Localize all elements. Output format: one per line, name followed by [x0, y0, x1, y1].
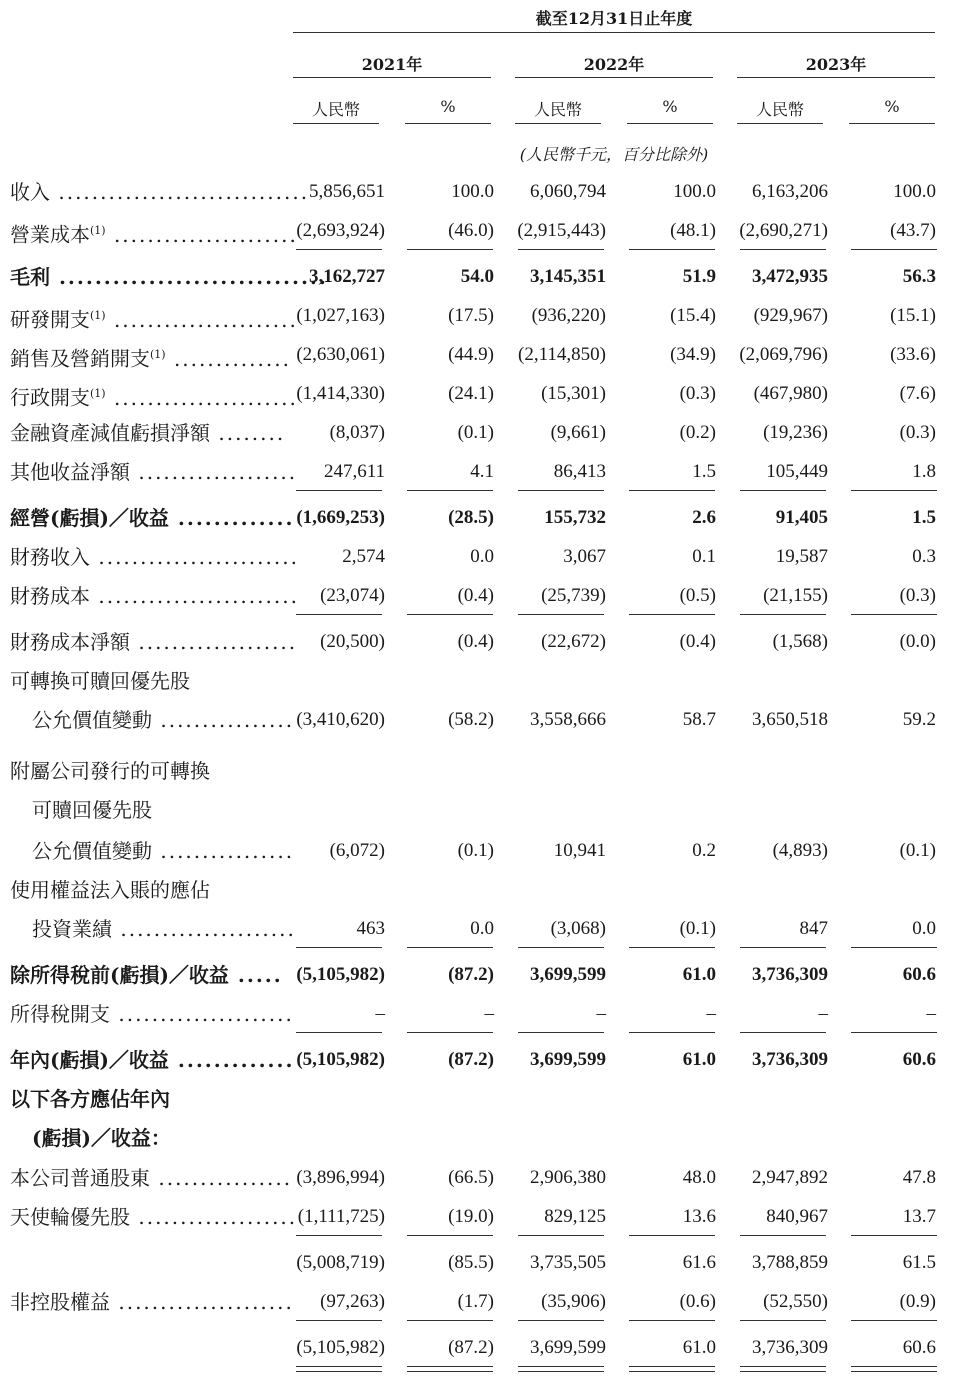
percent-cell: (0.6) — [679, 1291, 716, 1312]
percent-cell: 0.0 — [470, 918, 494, 939]
amount-cell: (35,906) — [541, 1291, 606, 1312]
row-label-text: 銷售及營銷開支 — [10, 346, 150, 371]
percent-cell: (0.1) — [899, 840, 936, 861]
amount-cell: 3,699,599 — [530, 964, 606, 985]
percent-cell: (0.1) — [679, 918, 716, 939]
subtotal-rule — [740, 1235, 826, 1236]
sub-rule-5 — [737, 123, 823, 124]
percent-cell: 60.6 — [902, 1337, 936, 1358]
amount-cell: (2,630,061) — [296, 344, 385, 365]
amount-cell: (15,301) — [541, 383, 606, 404]
amount-cell: 847 — [799, 918, 828, 939]
amount-cell: 2,574 — [342, 546, 385, 567]
leader-dots: ................... — [130, 630, 298, 654]
percent-cell: 0.0 — [912, 918, 936, 939]
footnote-marker: (1) — [90, 224, 106, 237]
leader-dots: ................ — [152, 708, 295, 732]
amount-cell: (97,263) — [320, 1291, 385, 1312]
subtotal-rule — [518, 249, 604, 250]
amount-cell: (5,008,719) — [296, 1252, 385, 1273]
row-label-text: 所得稅開支 — [10, 1002, 110, 1026]
period-rule — [293, 32, 935, 33]
amount-cell: (2,690,271) — [739, 220, 828, 241]
percent-cell: (34.9) — [670, 344, 716, 365]
total-double-rule — [740, 1366, 826, 1372]
subtotal-rule — [296, 490, 382, 491]
amount-cell: 86,413 — [553, 461, 606, 482]
amount-cell: (2,915,443) — [517, 220, 606, 241]
amount-cell: 3,162,727 — [309, 266, 385, 287]
percent-heading-2023: % — [884, 97, 900, 116]
year-2022-heading: 2022年 — [583, 55, 645, 74]
subtotal-rule — [851, 614, 937, 615]
amount-cell: 155,732 — [544, 507, 606, 528]
amount-cell: (2,114,850) — [518, 344, 606, 365]
currency-heading-2022: 人民幣 — [533, 100, 582, 119]
amount-cell: 3,699,599 — [530, 1049, 606, 1070]
leader-dots: ................ — [150, 1166, 293, 1190]
percent-cell: (44.9) — [448, 344, 494, 365]
statement-row — [0, 1248, 960, 1278]
leader-dots: ............. — [168, 1048, 295, 1072]
leader-dots: ...................... — [105, 222, 298, 247]
amount-cell: (3,410,620) — [296, 709, 385, 730]
percent-cell: (17.5) — [448, 305, 494, 326]
percent-cell: 0.3 — [912, 546, 936, 567]
percent-cell: 61.0 — [682, 964, 716, 985]
percent-cell: (66.5) — [448, 1167, 494, 1188]
row-label-text: 金融資產減值虧損淨額 — [10, 421, 210, 445]
subtotal-rule — [518, 947, 604, 948]
subtotal-rule — [518, 614, 604, 615]
percent-cell: 56.3 — [902, 266, 936, 287]
statement-row — [0, 756, 960, 786]
total-double-rule — [629, 1366, 715, 1372]
percent-cell: (58.2) — [448, 709, 494, 730]
percent-cell: 4.1 — [470, 461, 494, 482]
subtotal-rule — [851, 490, 937, 491]
subtotal-rule — [296, 1235, 382, 1236]
subtotal-rule — [407, 947, 493, 948]
leader-dots: ................... — [130, 460, 298, 484]
amount-cell: 2,906,380 — [530, 1167, 606, 1188]
leader-dots: ................... — [130, 1205, 298, 1229]
statement-row — [0, 262, 960, 292]
amount-cell: – — [596, 1003, 606, 1024]
percent-cell: (0.0) — [899, 631, 936, 652]
row-label-text: 本公司普通股東 — [10, 1166, 150, 1190]
percent-cell: 13.7 — [902, 1206, 936, 1227]
leader-dots: ...................... — [105, 307, 298, 332]
statement-row — [0, 457, 960, 487]
amount-cell: (5,105,982) — [296, 964, 385, 985]
amount-cell: – — [375, 1003, 385, 1024]
amount-cell: (3,068) — [550, 918, 606, 939]
subtotal-rule — [629, 249, 715, 250]
statement-row — [0, 836, 960, 866]
subtotal-rule — [851, 1032, 937, 1033]
percent-cell: (19.0) — [448, 1206, 494, 1227]
percent-cell: 100.0 — [673, 181, 716, 202]
percent-cell: (0.4) — [457, 631, 494, 652]
currency-heading-2021: 人民幣 — [311, 100, 360, 119]
percent-cell: 61.0 — [682, 1337, 716, 1358]
statement-row — [0, 795, 960, 825]
statement-row — [0, 581, 960, 611]
amount-cell: (936,220) — [531, 305, 606, 326]
amount-cell: 3,788,859 — [752, 1252, 828, 1273]
row-label — [10, 1084, 170, 1114]
statement-row — [0, 1123, 960, 1153]
statement-row — [0, 1084, 960, 1114]
subtotal-rule — [296, 1320, 382, 1321]
sub-rule-6 — [849, 123, 935, 124]
subtotal-rule — [851, 1235, 937, 1236]
row-label-text: 可轉換可贖回優先股 — [10, 669, 190, 693]
percent-cell: 48.0 — [682, 1167, 716, 1188]
row-label-text: 使用權益法入賬的應佔 — [10, 878, 210, 902]
leader-dots: ........................ — [90, 545, 299, 569]
statement-row — [0, 666, 960, 696]
percent-cell: (0.4) — [679, 631, 716, 652]
sub-rule-3 — [515, 123, 601, 124]
row-label-text: 其他收益淨額 — [10, 460, 130, 484]
subtotal-rule — [740, 249, 826, 250]
row-label-text: 年內(虧損)／收益 — [10, 1048, 169, 1072]
percent-cell: 1.5 — [692, 461, 716, 482]
subtotal-rule — [407, 614, 493, 615]
row-label — [10, 666, 190, 696]
year-2023-heading: 2023年 — [805, 55, 867, 74]
row-label — [10, 875, 210, 905]
subtotal-rule — [407, 490, 493, 491]
leader-dots: ................ — [152, 839, 295, 863]
percent-cell: (15.4) — [670, 305, 716, 326]
leader-dots: .............................. — [50, 180, 310, 204]
row-label-text: 研發開支 — [10, 307, 90, 332]
row-label-text: 公允價值變動 — [32, 839, 152, 863]
statement-row — [0, 418, 960, 448]
percent-cell: (0.2) — [679, 422, 716, 443]
statement-row — [0, 705, 960, 735]
total-double-rule — [518, 1366, 604, 1372]
footnote-marker: (1) — [150, 348, 166, 361]
row-label-text: 以下各方應佔年內 — [10, 1087, 170, 1111]
amount-cell: (5,105,982) — [296, 1337, 385, 1358]
percent-cell: 0.0 — [470, 546, 494, 567]
leader-dots: .............. — [165, 346, 291, 371]
leader-dots: ..................... — [110, 1002, 294, 1026]
subtotal-rule — [740, 614, 826, 615]
percent-heading-2022: % — [662, 97, 678, 116]
percent-cell: (87.2) — [448, 964, 494, 985]
statement-row — [0, 1045, 960, 1075]
footnote-marker: (1) — [90, 309, 106, 322]
amount-cell: (1,027,163) — [296, 305, 385, 326]
row-label-text: 收入 — [10, 180, 50, 204]
amount-cell: 829,125 — [544, 1206, 606, 1227]
row-label-text: 經營(虧損)／收益 — [10, 506, 169, 530]
subtotal-rule — [518, 1032, 604, 1033]
leader-dots: ........ — [210, 421, 286, 445]
amount-cell: (5,105,982) — [296, 1049, 385, 1070]
amount-cell: 105,449 — [766, 461, 828, 482]
amount-cell: 2,947,892 — [752, 1167, 828, 1188]
percent-cell: 100.0 — [451, 181, 494, 202]
statement-row — [0, 379, 960, 409]
statement-row — [0, 216, 960, 246]
amount-cell: 10,941 — [553, 840, 606, 861]
row-label — [32, 1123, 171, 1153]
amount-cell: (19,236) — [763, 422, 828, 443]
percent-cell: (0.5) — [679, 585, 716, 606]
amount-cell: (1,669,253) — [296, 507, 385, 528]
statement-row — [0, 1287, 960, 1317]
subtotal-rule — [407, 1235, 493, 1236]
amount-cell: 3,736,309 — [752, 964, 828, 985]
year-rule-2022 — [515, 77, 713, 78]
percent-cell: 47.8 — [902, 1167, 936, 1188]
leader-dots: ...................... — [105, 385, 298, 410]
subtotal-rule — [740, 947, 826, 948]
year-rule-2021 — [293, 77, 491, 78]
amount-cell: (6,072) — [329, 840, 385, 861]
row-label-text: 行政開支 — [10, 385, 90, 410]
percent-cell: (0.3) — [679, 383, 716, 404]
subtotal-rule — [629, 614, 715, 615]
percent-cell: (7.6) — [899, 383, 936, 404]
subtotal-rule — [629, 947, 715, 948]
row-label — [10, 418, 285, 448]
amount-cell: (2,069,796) — [739, 344, 828, 365]
subtotal-rule — [851, 249, 937, 250]
subtotal-rule — [407, 1320, 493, 1321]
percent-cell: 1.5 — [912, 507, 936, 528]
leader-dots: ..................... — [110, 1290, 294, 1314]
percent-cell: 61.5 — [902, 1252, 936, 1273]
currency-heading-2023: 人民幣 — [755, 100, 804, 119]
percent-cell: (0.1) — [457, 422, 494, 443]
subtotal-rule — [296, 614, 382, 615]
percent-cell: 13.6 — [682, 1206, 716, 1227]
percent-cell: 60.6 — [902, 1049, 936, 1070]
amount-cell: 6,060,794 — [530, 181, 606, 202]
percent-cell: (0.1) — [457, 840, 494, 861]
percent-cell: 100.0 — [893, 181, 936, 202]
subtotal-rule — [851, 947, 937, 948]
percent-cell: – — [926, 1003, 936, 1024]
statement-row — [0, 1202, 960, 1232]
percent-cell: (87.2) — [448, 1049, 494, 1070]
amount-cell: (22,672) — [541, 631, 606, 652]
row-label-text: 非控股權益 — [10, 1290, 110, 1314]
statement-row — [0, 301, 960, 331]
percent-cell: (46.0) — [448, 220, 494, 241]
row-label-text: 營業成本 — [10, 222, 90, 247]
amount-cell: 3,650,518 — [752, 709, 828, 730]
subtotal-rule — [518, 1320, 604, 1321]
amount-cell: 3,736,309 — [752, 1337, 828, 1358]
row-label — [32, 795, 152, 825]
amount-cell: (20,500) — [320, 631, 385, 652]
row-label-text: 除所得稅前(虧損)／收益 — [10, 963, 229, 987]
amount-cell: 3,736,309 — [752, 1049, 828, 1070]
statement-row — [0, 503, 960, 533]
amount-cell: 3,735,505 — [530, 1252, 606, 1273]
amount-cell: 6,163,206 — [752, 181, 828, 202]
percent-cell: (28.5) — [448, 507, 494, 528]
sub-rule-2 — [405, 123, 491, 124]
row-label — [10, 756, 210, 786]
amount-cell: 3,558,666 — [530, 709, 606, 730]
subtotal-rule — [407, 249, 493, 250]
statement-row — [0, 914, 960, 944]
percent-cell: 61.0 — [682, 1049, 716, 1070]
period-heading: 截至12月31日止年度 — [535, 9, 693, 28]
year-rule-2023 — [737, 77, 935, 78]
statement-row — [0, 1333, 960, 1363]
subtotal-rule — [518, 1235, 604, 1236]
subtotal-rule — [851, 1320, 937, 1321]
subtotal-rule — [407, 1032, 493, 1033]
percent-cell: (43.7) — [890, 220, 936, 241]
amount-cell: 3,145,351 — [530, 266, 606, 287]
leader-dots: ..... — [228, 963, 283, 987]
amount-cell: (4,893) — [772, 840, 828, 861]
subtotal-rule — [296, 249, 382, 250]
subtotal-rule — [629, 490, 715, 491]
percent-cell: (1.7) — [457, 1291, 494, 1312]
percent-cell: 51.9 — [682, 266, 716, 287]
percent-cell: (85.5) — [448, 1252, 494, 1273]
percent-cell: 0.2 — [692, 840, 716, 861]
amount-cell: 3,472,935 — [752, 266, 828, 287]
leader-dots: .............................. — [50, 265, 328, 289]
percent-cell: – — [706, 1003, 716, 1024]
total-double-rule — [296, 1366, 382, 1372]
amount-cell: 5,856,651 — [309, 181, 385, 202]
amount-cell: 3,699,599 — [530, 1337, 606, 1358]
amount-cell: 247,611 — [323, 461, 385, 482]
amount-cell: 840,967 — [766, 1206, 828, 1227]
unit-note: (人民幣千元，百分比除外) — [519, 145, 709, 164]
total-double-rule — [851, 1366, 937, 1372]
percent-cell: 2.6 — [692, 507, 716, 528]
statement-row — [0, 960, 960, 990]
percent-cell: 59.2 — [902, 709, 936, 730]
amount-cell: (21,155) — [763, 585, 828, 606]
percent-heading-2021: % — [440, 97, 456, 116]
percent-cell: 0.1 — [692, 546, 716, 567]
amount-cell: 91,405 — [775, 507, 828, 528]
row-label-text: 附屬公司發行的可轉換 — [10, 759, 210, 783]
amount-cell: – — [818, 1003, 828, 1024]
subtotal-rule — [629, 1320, 715, 1321]
percent-cell: 60.6 — [902, 964, 936, 985]
sub-rule-4 — [627, 123, 713, 124]
row-label-text: 毛利 — [10, 265, 50, 289]
row-label-text: 財務成本 — [10, 584, 90, 608]
row-label-text: 財務成本淨額 — [10, 630, 130, 654]
statement-row — [0, 999, 960, 1029]
leader-dots: ........................ — [90, 584, 299, 608]
amount-cell: (25,739) — [541, 585, 606, 606]
amount-cell: 463 — [356, 918, 385, 939]
percent-cell: – — [484, 1003, 494, 1024]
year-2021-heading: 2021年 — [361, 55, 423, 74]
statement-row — [0, 542, 960, 572]
percent-cell: (87.2) — [448, 1337, 494, 1358]
percent-cell: 61.6 — [682, 1252, 716, 1273]
amount-cell: (929,967) — [753, 305, 828, 326]
percent-cell: (24.1) — [448, 383, 494, 404]
amount-cell: 3,067 — [563, 546, 606, 567]
percent-cell: 58.7 — [682, 709, 716, 730]
total-double-rule — [407, 1366, 493, 1372]
amount-cell: (467,980) — [753, 383, 828, 404]
amount-cell: (9,661) — [550, 422, 606, 443]
percent-cell: 54.0 — [460, 266, 494, 287]
percent-cell: (0.3) — [899, 422, 936, 443]
percent-cell: (48.1) — [670, 220, 716, 241]
percent-cell: (15.1) — [890, 305, 936, 326]
percent-cell: (33.6) — [890, 344, 936, 365]
subtotal-rule — [740, 490, 826, 491]
amount-cell: (23,074) — [320, 585, 385, 606]
amount-cell: (2,693,924) — [296, 220, 385, 241]
statement-row — [0, 1163, 960, 1193]
leader-dots: ..................... — [112, 917, 296, 941]
percent-cell: 1.8 — [912, 461, 936, 482]
subtotal-rule — [296, 947, 382, 948]
amount-cell: (52,550) — [763, 1291, 828, 1312]
amount-cell: (1,414,330) — [296, 383, 385, 404]
row-label-text: 財務收入 — [10, 545, 90, 569]
statement-row — [0, 875, 960, 905]
percent-cell: (0.9) — [899, 1291, 936, 1312]
amount-cell: (3,896,994) — [296, 1167, 385, 1188]
leader-dots: ............. — [168, 506, 295, 530]
row-label-text: 天使輪優先股 — [10, 1205, 130, 1229]
row-label-text: 公允價值變動 — [32, 708, 152, 732]
subtotal-rule — [518, 490, 604, 491]
row-label-text: 可贖回優先股 — [32, 798, 152, 822]
percent-cell: (0.4) — [457, 585, 494, 606]
subtotal-rule — [629, 1032, 715, 1033]
amount-cell: (8,037) — [329, 422, 385, 443]
row-label-text: (虧損)／收益： — [32, 1126, 171, 1150]
subtotal-rule — [296, 1032, 382, 1033]
row-label — [10, 960, 283, 990]
sub-rule-1 — [293, 123, 379, 124]
amount-cell: (1,111,725) — [297, 1206, 385, 1227]
subtotal-rule — [629, 1235, 715, 1236]
subtotal-rule — [740, 1032, 826, 1033]
footnote-marker: (1) — [90, 387, 106, 400]
statement-row — [0, 177, 960, 207]
statement-row — [0, 340, 960, 370]
amount-cell: (1,568) — [772, 631, 828, 652]
row-label-text: 投資業績 — [32, 917, 112, 941]
percent-cell: (0.3) — [899, 585, 936, 606]
subtotal-rule — [740, 1320, 826, 1321]
statement-row — [0, 627, 960, 657]
amount-cell: 19,587 — [775, 546, 828, 567]
